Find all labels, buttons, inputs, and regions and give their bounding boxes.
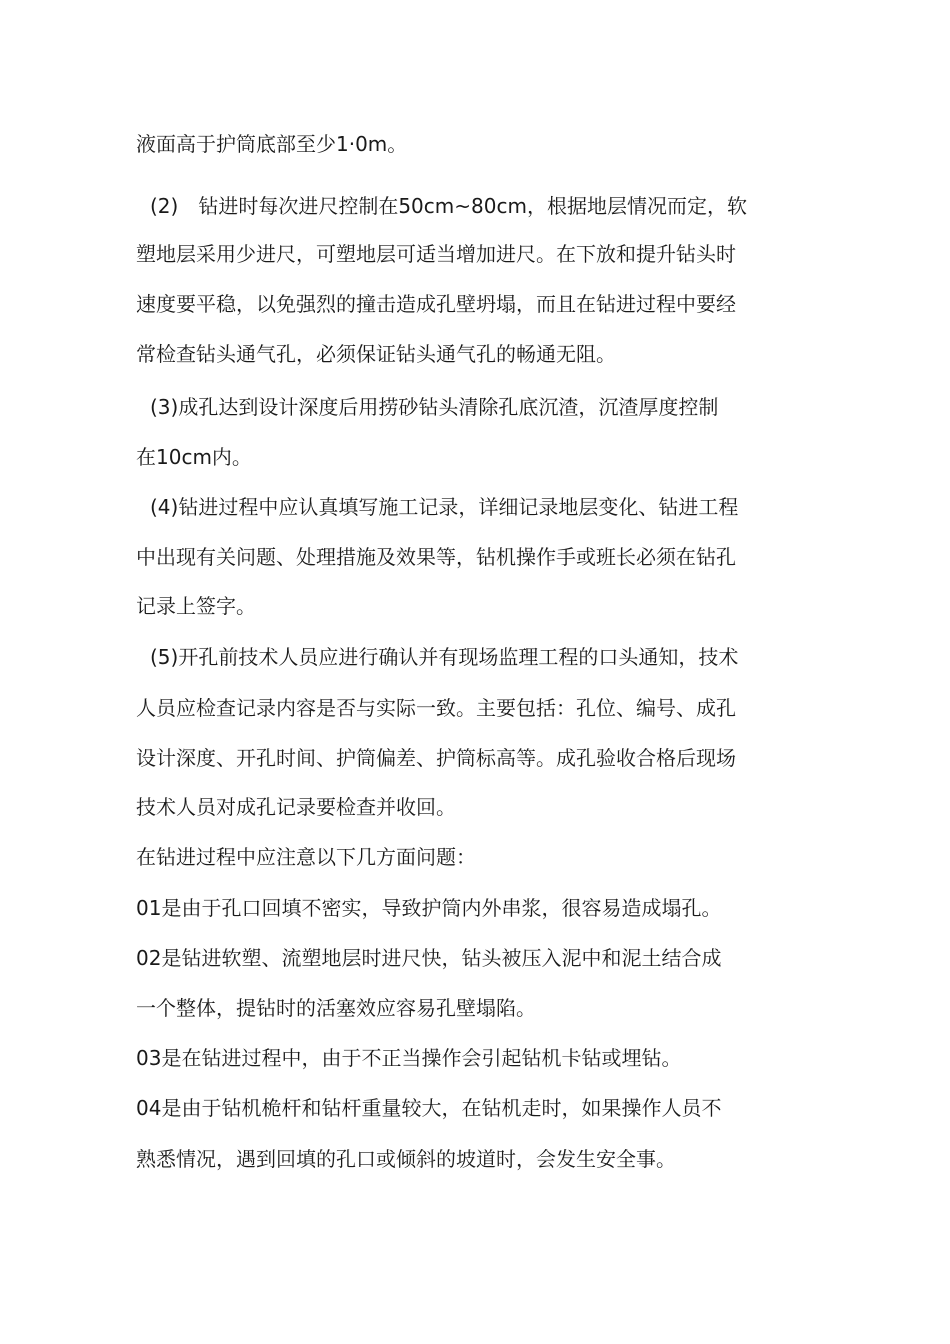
text-line: 速度要平稳，以免强烈的撞击造成孔壁坍塌，而且在钻进过程中要经 [136,292,736,316]
text-line: 一个整体，提钻时的活塞效应容易孔壁塌陷。 [136,996,536,1020]
text-line: 中出现有关问题、处理措施及效果等，钻机操作手或班长必须在钻孔 [136,545,736,569]
text-line: 记录上签字。 [136,594,256,618]
text-line: 01是由于孔口回填不密实，导致护筒内外串浆，很容易造成塌孔。 [136,896,722,920]
text-line: 塑地层采用少进尺，可塑地层可适当增加进尺。在下放和提升钻头时 [136,242,736,266]
text-line: (4)钻进过程中应认真填写施工记录，详细记录地层变化、钻进工程 [150,495,739,519]
text-line: 常检查钻头通气孔，必须保证钻头通气孔的畅通无阻。 [136,342,616,366]
text-line: 人员应检查记录内容是否与实际一致。主要包括：孔位、编号、成孔 [136,696,736,720]
text-line: 在10cm内。 [136,445,252,469]
text-line: 03是在钻进过程中，由于不正当操作会引起钻机卡钻或埋钻。 [136,1046,682,1070]
text-line: 04是由于钻机桅杆和钻杆重量较大，在钻机走时，如果操作人员不 [136,1096,722,1120]
text-line: (3)成孔达到设计深度后用捞砂钻头清除孔底沉渣，沉渣厚度控制 [150,395,719,419]
text-line: 技术人员对成孔记录要检查并收回。 [136,795,456,819]
text-line: (5)开孔前技术人员应进行确认并有现场监理工程的口头通知，技术 [150,645,739,669]
text-line: 在钻进过程中应注意以下几方面问题： [136,845,476,869]
text-line: 设计深度、开孔时间、护筒偏差、护筒标高等。成孔验收合格后现场 [136,746,736,770]
text-line: (2) 钻进时每次进尺控制在50cm~80cm，根据地层情况而定，软 [150,194,747,218]
text-line: 02是钻进软塑、流塑地层时进尺快，钻头被压入泥中和泥土结合成 [136,946,722,970]
text-line: 液面高于护筒底部至少1·0m。 [136,132,408,156]
text-line: 熟悉情况，遇到回填的孔口或倾斜的坡道时，会发生安全事。 [136,1147,676,1171]
